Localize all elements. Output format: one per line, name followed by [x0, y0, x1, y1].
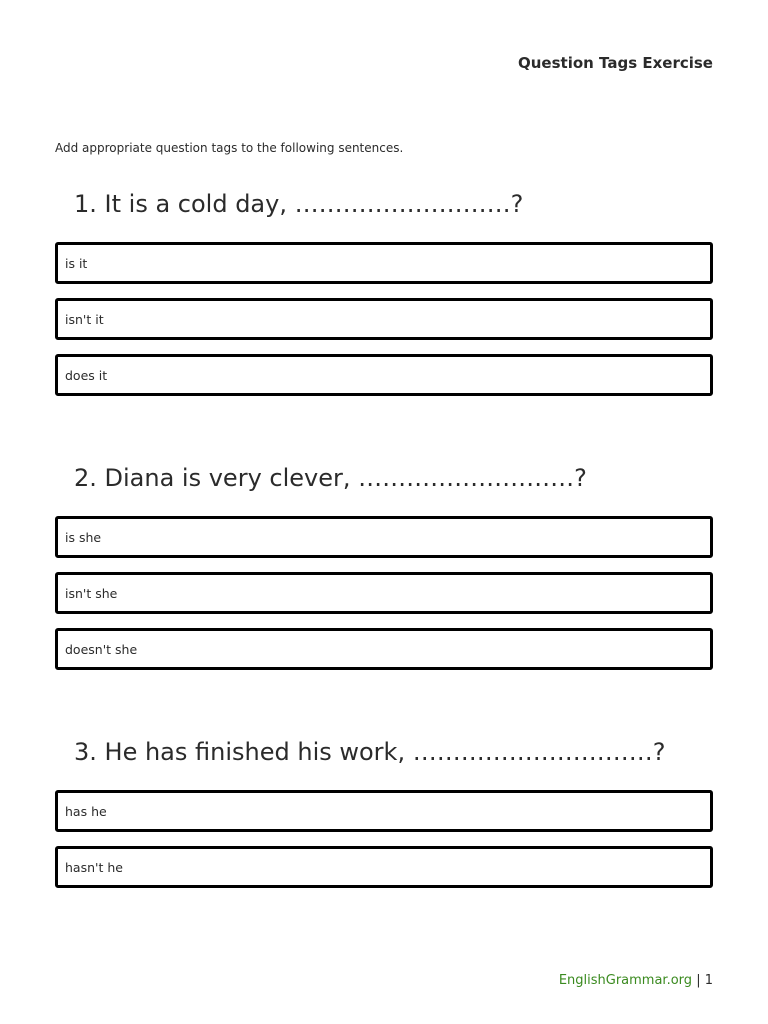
question-1 [55, 189, 713, 410]
footer-page-number: 1 [704, 973, 713, 988]
question-3 [55, 737, 713, 902]
page-footer [559, 973, 713, 988]
option-button[interactable]: has he [55, 790, 713, 832]
question-1-options [55, 242, 713, 396]
option-button[interactable]: is she [55, 516, 713, 558]
question-2-options [55, 516, 713, 670]
option-button[interactable]: isn't she [55, 572, 713, 614]
question-1-text: 1. It is a cold day, ………………………? [74, 190, 524, 218]
question-2-text: 2. Diana is very clever, ………………………? [74, 464, 587, 492]
question-3-options [55, 790, 713, 888]
footer-separator: | [696, 973, 701, 988]
instructions-text: Add appropriate question tags to the following sentences. [55, 141, 404, 155]
option-button[interactable]: is it [55, 242, 713, 284]
option-button[interactable]: does it [55, 354, 713, 396]
footer-site-link[interactable]: EnglishGrammar.org [558, 973, 693, 988]
option-button[interactable]: doesn't she [55, 628, 713, 670]
question-3-text: 3. He has finished his work, …………………………? [74, 738, 666, 766]
option-button[interactable]: hasn't he [55, 846, 713, 888]
question-2 [55, 463, 713, 684]
option-button[interactable]: isn't it [55, 298, 713, 340]
page-header-title: Question Tags Exercise [518, 54, 713, 72]
